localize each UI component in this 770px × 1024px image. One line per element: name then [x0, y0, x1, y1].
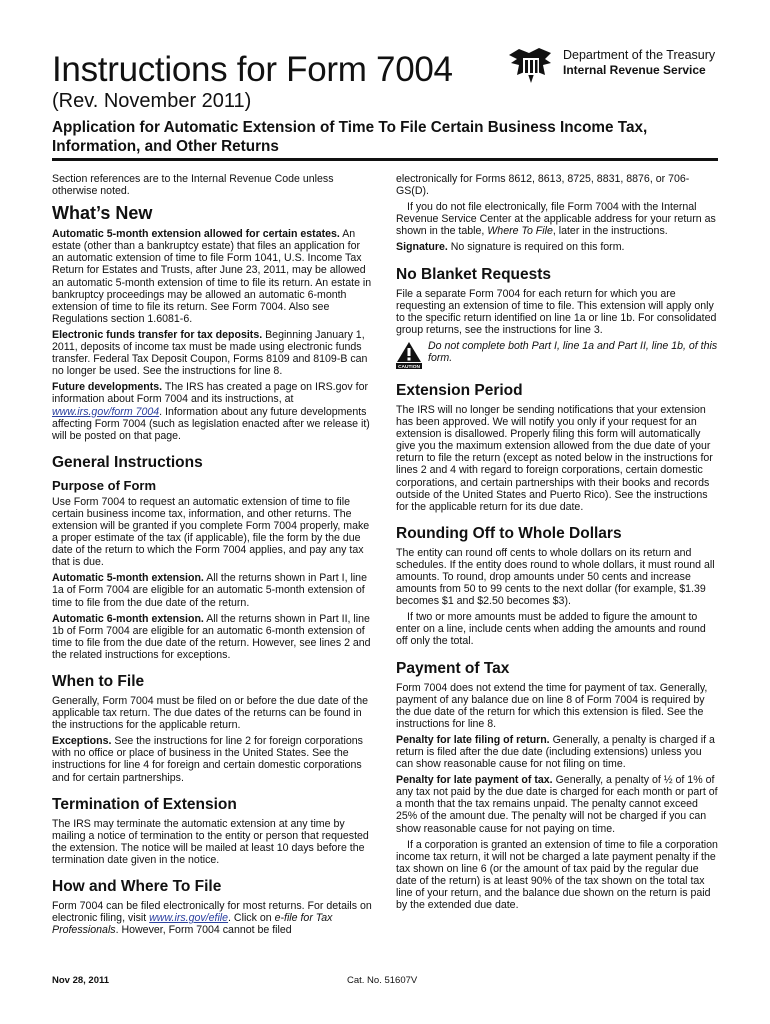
payment-heading: Payment of Tax: [396, 659, 510, 677]
purpose-body: Use Form 7004 to request an automatic extension of time to file certain business income tax, information, and other returns. The extension will be granted if you complete Form 7004 properly, make a proper estimate of the tax (if applicable), file the form by the due date of the return to which the Form 7004 applies, and pay any tax that is due.: [52, 495, 370, 569]
continued-text: electronically for Forms 8612, 8613, 8725, 8831, 8876, or 706-GS(D).: [396, 173, 690, 198]
agency-name: Internal Revenue Service: [563, 63, 706, 77]
late-payment-body-1: Generally, a penalty of: [555, 774, 661, 787]
right-column: [396, 173, 718, 915]
not-electronic-1: If you do not file electronically, file Form 7004 with the Internal Revenue Service Center at the applicable address for your return as shown in the table,: [396, 201, 716, 238]
efile-pros-text: e-file for Tax Professionals: [52, 912, 333, 937]
rounding-body-2: If two or more amounts must be added to figure the amount to enter on a line, include cents when adding the amounts and round off only the total.: [396, 611, 706, 648]
whats-new-heading: What’s New: [52, 203, 153, 224]
auto6-title: Automatic 6-month extension.: [52, 612, 204, 625]
exceptions-paragraph: [52, 735, 374, 783]
auto5b-title: Automatic 5-month extension.: [52, 572, 204, 585]
footer-date: Nov 28, 2011: [52, 975, 110, 986]
when-to-file-heading: When to File: [52, 673, 145, 690]
signature-body: No signature is required on this form.: [450, 241, 625, 254]
late-filing-paragraph: [396, 734, 718, 770]
late-filing-title: Penalty for late filing of return.: [396, 733, 550, 746]
document-subtitle: Application for Automatic Extension of Time To File Certain Business Income Tax, Information, and Other Returns: [52, 119, 648, 155]
document-title: Instructions for Form 7004: [52, 50, 453, 89]
how-body-3: . However, Form 7004 cannot be filed: [115, 924, 292, 937]
eft-paragraph: [52, 329, 374, 377]
revision-date: (Rev. November 2011): [52, 90, 252, 112]
auto5-title: Automatic 5-month extension allowed for certain estates.: [52, 228, 340, 241]
termination-body: The IRS may terminate the automatic extension at any time by mailing a notice of termination to the entity or person that requested the extension. The notice will be mailed at least 10 days before the termination date given in the notice.: [52, 817, 369, 866]
signature-title: Signature.: [396, 241, 448, 254]
future-body-2: . Information about any future developments affecting Form 7004 (such as legislation enacted after we release it) will be posted on that page.: [52, 405, 370, 442]
efile-link[interactable]: www.irs.gov/efile: [149, 912, 229, 925]
eft-title: Electronic funds transfer for tax deposits.: [52, 328, 263, 341]
future-paragraph: [52, 381, 374, 441]
exceptions-body: See the instructions for line 2 for foreign corporations with no office or place of business in the United States. See the instructions for line 4 for foreign and certain domestic corporations and for certain partnerships.: [52, 735, 363, 784]
future-title: Future developments.: [52, 381, 163, 394]
corporation-body: If a corporation is granted an extension of time to file a corporation income tax return, it will not be charged a late payment penalty if the tax shown on line 6 (or the amount of tax paid by the regular due date of the return) is at least 90% of the tax shown on the total tax line of your return, and the balance due shown on the return is paid by the extended due date.: [396, 838, 718, 912]
exceptions-title: Exceptions.: [52, 735, 112, 748]
how-body-1: Form 7004 can be filed electronically for most returns. For details on electronic filing, visit: [52, 900, 372, 925]
rounding-heading: Rounding Off to Whole Dollars: [396, 524, 622, 542]
caution-icon: [396, 341, 422, 369]
future-body-1: The IRS has created a page on IRS.gov for information about Form 7004 and its instructions, at: [52, 381, 369, 406]
termination-heading: Termination of Extension: [52, 795, 237, 813]
agency-department: Department of the Treasury: [563, 48, 716, 62]
auto6-body: All the returns shown in Part II, line 1b of Form 7004 are eligible for an automatic 6-month extension of time to file from the due date of the return. However, see lines 2 and the related instructions for exceptions.: [52, 612, 371, 661]
agency-block: [505, 45, 725, 89]
caution-text: Do not complete both Part I, line 1a and Part II, line 1b, of this form.: [428, 339, 718, 365]
extension-period-heading: Extension Period: [396, 381, 523, 399]
eft-body: Beginning January 1, 2011, deposits of income tax must be made using electronic funds transfer. Federal Tax Deposit Coupon, Forms 8109 and 8109-B can no longer be used. See the instructions for line 8.: [52, 328, 368, 378]
not-electronic-2: , later in the instructions.: [552, 225, 668, 238]
irs-eagle-logo: [505, 45, 557, 87]
auto5b-body: All the returns shown in Part I, line 1a of Form 7004 are eligible for an automatic 5-month extension of time to file from the due date of the return.: [52, 572, 367, 609]
auto5-body: An estate (other than a bankruptcy estate) that files an application for an automatic extension of time to file Form 1041, U.S. Income Tax Return for Estates and Trusts, after June 23, 2011, may be allowed an automatic 5-month extension of time to file its return. An estate in bankruptcy proceedings may be allowed an automatic 6-month extension of time to file its return. See Form 7004. Also see Regulations section 1.6081-6.: [52, 228, 372, 325]
how-where-heading: How and Where To File: [52, 878, 222, 896]
late-filing-body: Generally, a penalty is charged if a return is filed after the due date (including extensions) unless you can show reasonable cause for not filing on time.: [396, 733, 715, 771]
purpose-heading: Purpose of Form: [52, 477, 157, 493]
how-body-2: . Click on: [228, 912, 272, 925]
caution-note: [396, 340, 718, 370]
late-payment-title: Penalty for late payment of tax.: [396, 774, 553, 787]
how-paragraph: [52, 900, 374, 936]
general-instructions-heading: General Instructions: [52, 453, 203, 471]
signature-paragraph: [396, 241, 718, 253]
form7004-link[interactable]: www.irs.gov/form 7004: [52, 405, 160, 418]
extension-body: The IRS will no longer be sending notifications that your extension has been approved. We will notify you only if your request for an extension is disallowed. Properly filing this form will automatically give you the maximum extension allowed from the due date of your return to file the return (except as noted below in the instructions for lines 2 and 4 with regard to foreign corporations, certain domestic corporations, and certain partnerships with their books and records outside of the United States and Puerto Rico). See the instructions for the applicable return for its due date.: [396, 403, 713, 513]
left-column: [52, 173, 374, 940]
where-to-file-ref: Where To File: [487, 225, 553, 238]
auto5-paragraph: [52, 228, 374, 325]
rounding-body: The entity can round off cents to whole dollars on its return and schedules. If the entity does round to whole dollars, it must round all amounts. To round, drop amounts under 50 cents and increase amounts from 50 to 99 cents to the next dollar (for example, $1.39 becomes $1 and $2.50 becomes $3).: [396, 546, 715, 608]
half-fraction: ½: [663, 774, 673, 787]
no-blanket-heading: No Blanket Requests: [396, 265, 552, 283]
blanket-body: File a separate Form 7004 for each return for which you are requesting an extension of time to file. This extension will apply only to the specific return identified on line 1a or line 1b. For consolidated group returns, see the instructions for line 3.: [396, 287, 717, 336]
payment-body: Form 7004 does not extend the time for payment of tax. Generally, payment of any balance due on line 8 of Form 7004 is required by the due date of the return for which this extension is filed. See the instructions for line 8.: [396, 681, 708, 730]
late-payment-body-2: of 1% of any tax not paid by the due date is charged for each month or part of a month that the tax remains unpaid. The penalty cannot exceed 25% of the amount due. The penalty will not be charged if you can show reasonable cause for not paying on time.: [396, 774, 718, 835]
late-payment-paragraph: [396, 774, 718, 834]
auto6-paragraph: [52, 613, 374, 661]
catalog-number: Cat. No. 51607V: [347, 975, 418, 986]
caution-label: CAUTION: [398, 364, 420, 369]
when-body: Generally, Form 7004 must be filed on or before the due date of the applicable tax return. The due dates of the returns can be found in the instructions for the applicable return.: [52, 695, 369, 732]
auto5b-paragraph: [52, 572, 374, 608]
intro-text: Section references are to the Internal Revenue Code unless otherwise noted.: [52, 173, 334, 198]
not-electronic-paragraph: [396, 201, 718, 237]
header-rule: [52, 158, 718, 161]
